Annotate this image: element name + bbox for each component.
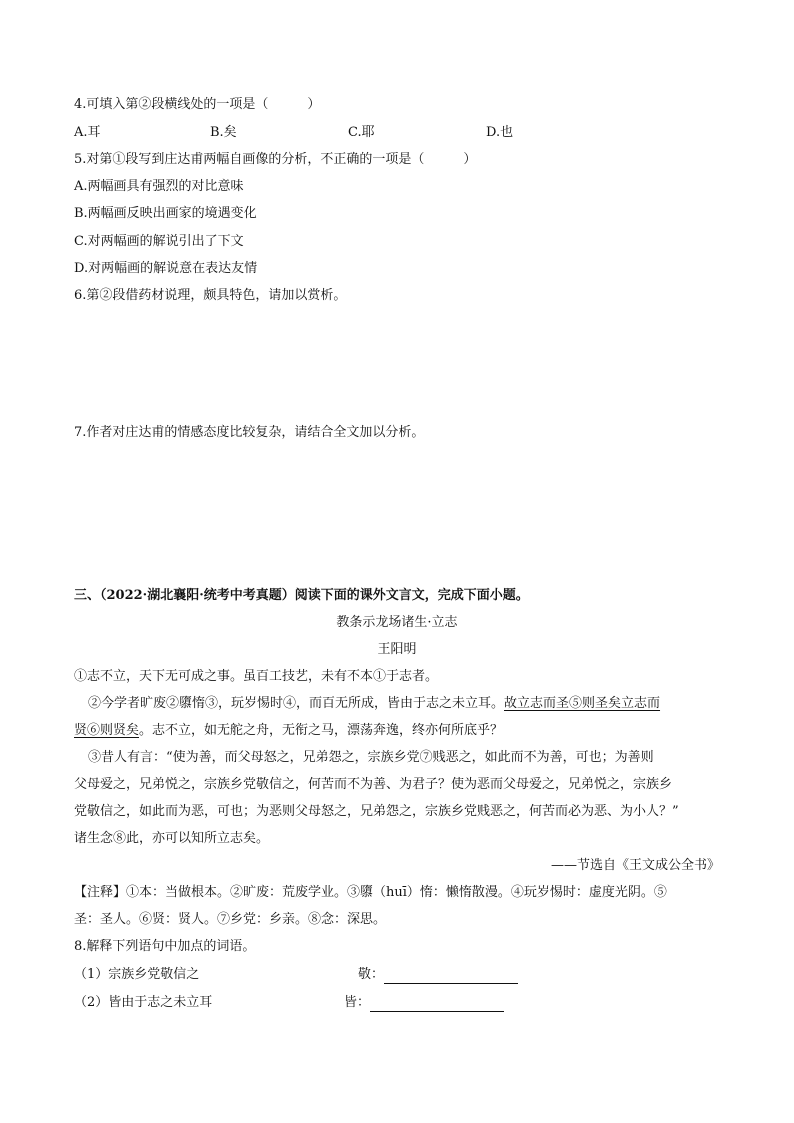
notes-line-1: 【注释】①本：当做根本。②旷废：荒废学业。③隳（huī）惰：懒惰散漫。④玩岁惕时：虚度光阴。⑤ [74, 885, 667, 900]
answer-blank-1[interactable] [384, 969, 518, 984]
source-citation: ——节选自《王文成公全书》 [550, 858, 720, 873]
q4-option-a: A.耳 [74, 125, 101, 140]
question-6-stem: 6.第②段借药材说理，颇具特色，请加以赏析。 [74, 288, 347, 303]
paragraph-2-text: ②今学者旷废②隳惰③，玩岁惕时④，而百无所成，皆由于志之未立耳。 [88, 696, 505, 711]
q5-option-c: C.对两幅画的解说引出了下文 [74, 234, 244, 249]
paragraph-3-line-3: 党敬信之，如此而为恶，可也；为恶则父母怒之，兄弟怨之，宗族乡党贱恶之，何苦而必为恶、为小人？” [74, 804, 679, 819]
question-7-stem: 7.作者对庄达甫的情感态度比较复杂，请结合全文加以分析。 [74, 425, 425, 440]
q8-item-1-label: 敬： [358, 967, 385, 982]
passage-title: 教条示龙场诸生·立志 [336, 615, 458, 630]
paragraph-1: ①志不立，天下无可成之事。虽百工技艺，未有不本①于志者。 [74, 669, 439, 684]
q8-item-1-answer [358, 966, 518, 984]
paragraph-2-rest: 。志不立，如无舵之舟，无衔之马，漂荡奔逸，终亦何所底乎？ [139, 723, 504, 738]
q8-item-1-text: （1）宗族乡党敬信之 [74, 967, 200, 982]
section-heading: 三、（2022·湖北襄阳·统考中考真题）阅读下面的课外文言文，完成下面小题。 [74, 588, 529, 603]
question-5-stem: 5.对第①段写到庄达甫两幅自画像的分析，不正确的一项是（ ） [74, 152, 477, 167]
paragraph-3-line-1: ③昔人有言：“使为善，而父母怒之，兄弟怨之，宗族乡党⑦贱恶之，如此而不为善，可也；为善则 [88, 750, 654, 765]
q4-option-b: B.矣 [210, 125, 237, 140]
underlined-sentence-part-2: 贤⑥则贤矣 [74, 723, 140, 738]
underlined-sentence-part-1: 故立志而圣⑤则圣矣立志而 [504, 696, 661, 711]
q4-option-d: D.也 [486, 125, 514, 140]
paragraph-2-line-2 [74, 722, 503, 740]
notes-line-2: 圣：圣人。⑥贤：贤人。⑦乡党：乡亲。⑧念：深思。 [74, 912, 387, 927]
paragraph-3-line-4: 诸生念⑧此，亦可以知所立志矣。 [74, 831, 270, 846]
paragraph-3-line-2: 父母爱之，兄弟悦之，宗族乡党敬信之，何苦而不为善、为君子？使为恶而父母爱之，兄弟悦之，宗族乡 [74, 777, 673, 792]
q4-option-c: C.耶 [348, 125, 375, 140]
passage-author: 王阳明 [377, 642, 417, 657]
answer-blank-2[interactable] [370, 997, 504, 1012]
q8-item-2-label: 皆： [344, 995, 371, 1010]
paragraph-2-line-1 [88, 695, 660, 713]
q8-item-2-answer [344, 994, 504, 1012]
q5-option-d: D.对两幅画的解说意在表达友情 [74, 261, 258, 276]
question-4-stem: 4.可填入第②段横线处的一项是（ ） [74, 97, 321, 112]
q5-option-a: A.两幅画具有强烈的对比意味 [74, 179, 244, 194]
question-8-stem: 8.解释下列语句中加点的词语。 [74, 939, 256, 954]
q5-option-b: B.两幅画反映出画家的境遇变化 [74, 206, 257, 221]
q8-item-2-text: （2）皆由于志之未立耳 [74, 995, 213, 1010]
